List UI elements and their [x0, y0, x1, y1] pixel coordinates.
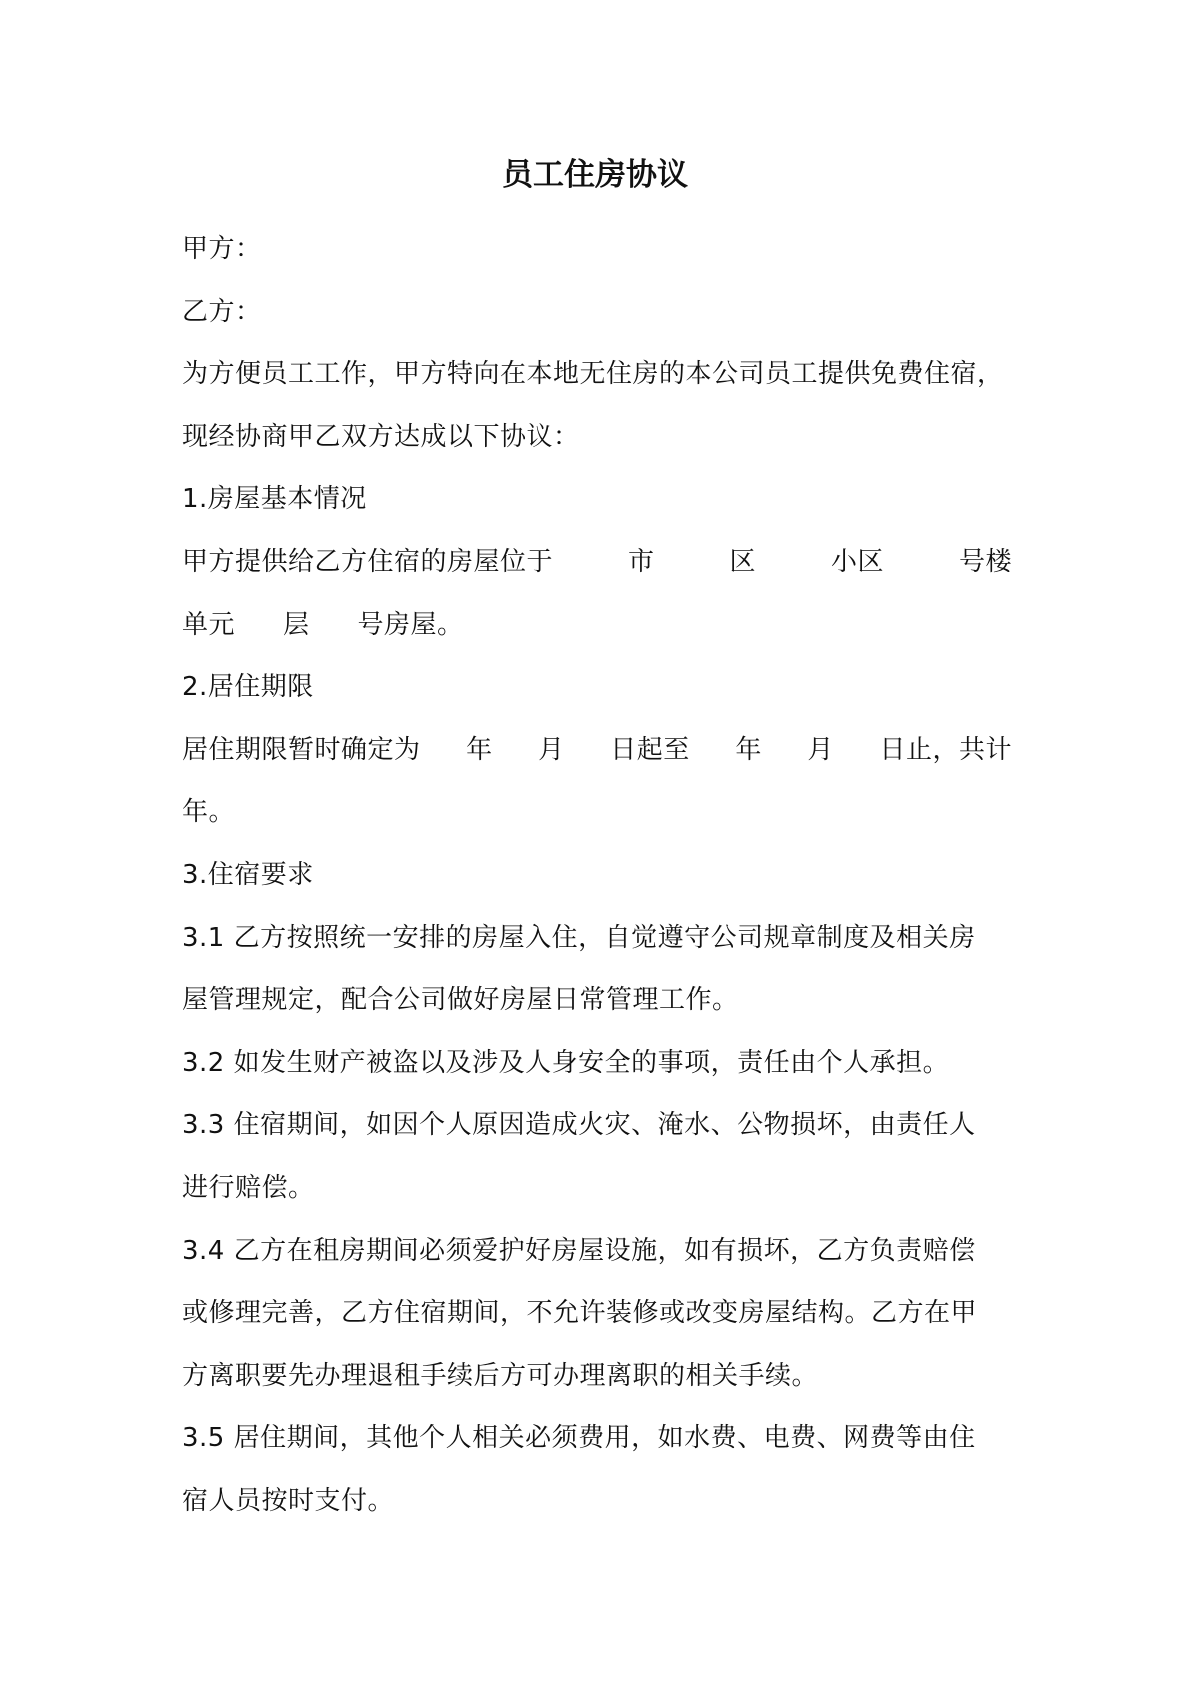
- clause-3-2-line-1: 3.2 如发生财产被盗以及涉及人身安全的事项，责任由个人承担。: [182, 1047, 950, 1078]
- clause-3-5-line-2: 宿人员按时支付。: [182, 1485, 395, 1516]
- location-room: 号房屋。: [357, 609, 464, 640]
- period-end-year: 年: [735, 734, 762, 765]
- period-end-day: 日止，共计: [879, 734, 1012, 765]
- period-start-month: 月: [538, 734, 565, 765]
- clause-3-3-line-2: 进行赔偿。: [182, 1172, 315, 1203]
- clause-3-5-line-1: 3.5 居住期间，其他个人相关必须费用，如水费、电费、网费等由住: [182, 1423, 976, 1454]
- location-building: 号楼: [958, 546, 1012, 577]
- document-body: [182, 218, 1012, 1532]
- location-community: 小区: [830, 546, 884, 577]
- section-2-line-1: [182, 719, 1012, 782]
- clause-3-4-line-1: 3.4 乙方在租房期间必须爱护好房屋设施，如有损坏，乙方负责赔偿: [182, 1235, 976, 1266]
- period-start-day: 日起至: [610, 734, 690, 765]
- location-city: 市: [627, 546, 655, 577]
- location-prefix: 甲方提供给乙方住宿的房屋位于: [182, 546, 554, 577]
- intro-line-1: 为方便员工工作，甲方特向在本地无住房的本公司员工提供免费住宿，: [182, 359, 1004, 390]
- period-start-year: 年: [466, 734, 493, 765]
- intro-line-2: 现经协商甲乙双方达成以下协议：: [182, 421, 580, 452]
- party-b-line: 乙方：: [182, 296, 262, 327]
- clause-3-1-line-2: 屋管理规定，配合公司做好房屋日常管理工作。: [182, 985, 739, 1016]
- location-floor: 层: [283, 609, 310, 640]
- document-title: 员工住房协议: [502, 157, 688, 193]
- period-end-month: 月: [807, 734, 834, 765]
- section-1-heading: 1.房屋基本情况: [182, 484, 367, 515]
- section-2-heading: 2.居住期限: [182, 672, 314, 703]
- section-1-line-2: [182, 594, 1012, 657]
- location-district: 区: [729, 546, 756, 577]
- clause-3-4-line-2: 或修理完善，乙方住宿期间，不允许装修或改变房屋结构。乙方在甲: [182, 1298, 978, 1329]
- section-2-line-2: 年。: [182, 797, 236, 828]
- clause-3-3-line-1: 3.3 住宿期间，如因个人原因造成火灾、淹水、公物损坏，由责任人: [182, 1110, 976, 1141]
- section-3-heading: 3.住宿要求: [182, 859, 314, 890]
- clause-3-4-line-3: 方离职要先办理退租手续后方可办理离职的相关手续。: [182, 1360, 819, 1391]
- party-a-line: 甲方：: [182, 234, 262, 264]
- period-prefix: 居住期限暂时确定为: [182, 734, 421, 765]
- clause-3-1-line-1: 3.1 乙方按照统一安排的房屋入住，自觉遵守公司规章制度及相关房: [182, 922, 976, 953]
- location-unit: 单元: [182, 609, 236, 640]
- section-1-line-1: [182, 531, 1012, 594]
